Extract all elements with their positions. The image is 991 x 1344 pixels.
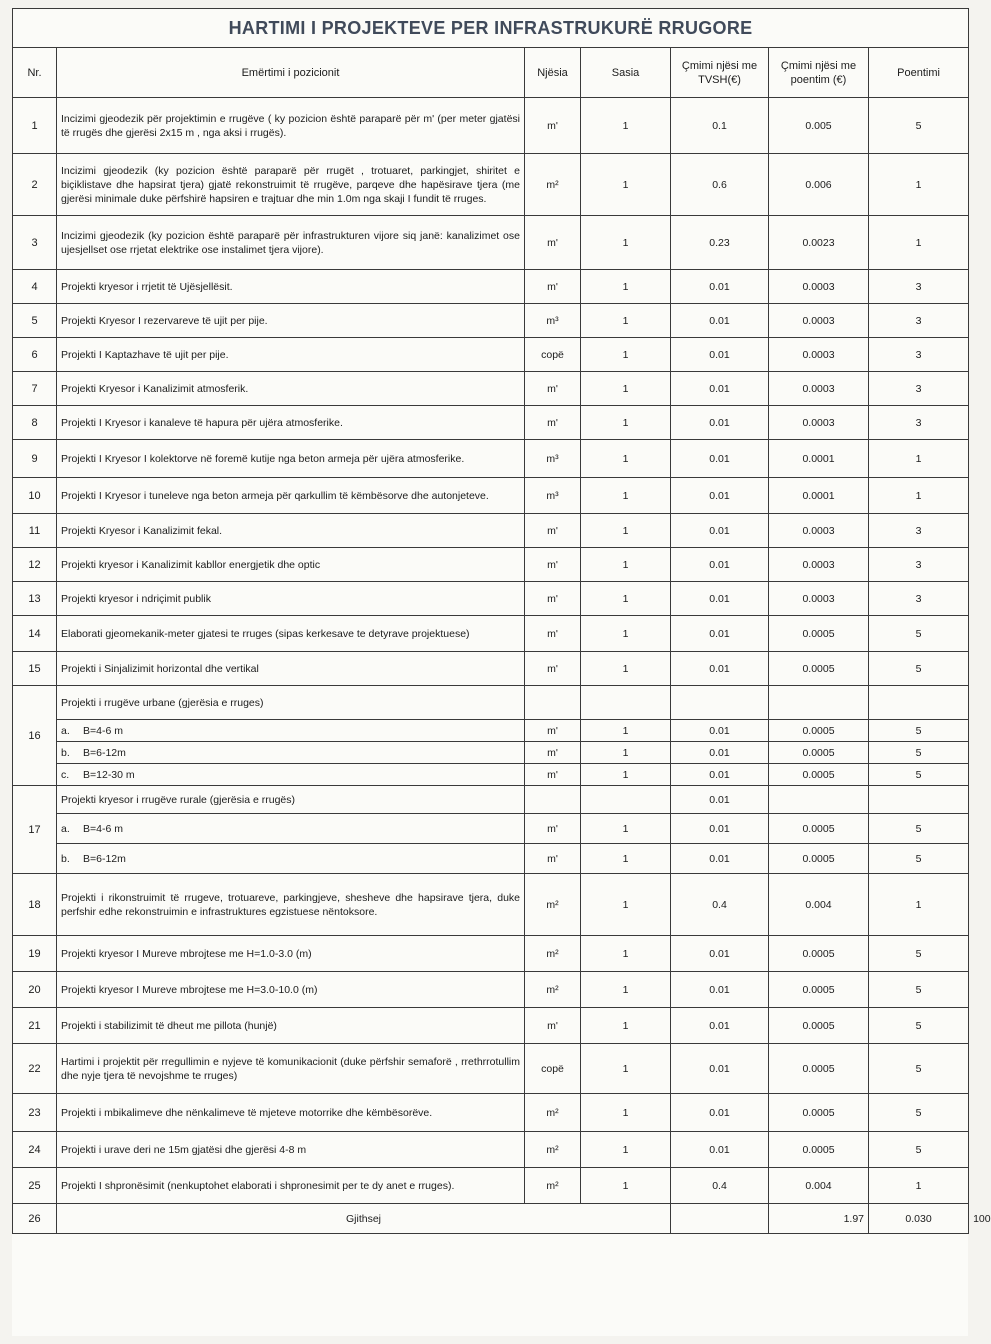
row-points: 1 bbox=[869, 478, 969, 514]
row-unit: m³ bbox=[525, 440, 581, 478]
sub-row bbox=[13, 742, 969, 764]
projects-table bbox=[12, 8, 991, 1234]
table-row bbox=[13, 548, 969, 582]
header-name: Emërtimi i pozicionit bbox=[57, 48, 525, 98]
row-unit: m' bbox=[525, 270, 581, 304]
sub-description bbox=[57, 764, 525, 786]
header-price: Çmimi njësi me TVSH(€) bbox=[671, 48, 769, 98]
row-points: 5 bbox=[869, 98, 969, 154]
row-quantity: 1 bbox=[581, 548, 671, 582]
row-price: 0.01 bbox=[671, 1008, 769, 1044]
table-row bbox=[13, 652, 969, 686]
row-quantity: 1 bbox=[581, 304, 671, 338]
row-price-points: 0.0005 bbox=[769, 1094, 869, 1132]
row-points: 3 bbox=[869, 406, 969, 440]
row-price: 0.01 bbox=[671, 814, 769, 844]
table-row bbox=[13, 786, 969, 814]
row-description: Projekti Kryesor I rezervareve të ujit per pije. bbox=[57, 304, 525, 338]
row-price-points: 0.0005 bbox=[769, 616, 869, 652]
row-quantity: 1 bbox=[581, 874, 671, 936]
row-points: 3 bbox=[869, 338, 969, 372]
row-price-points: 0.0001 bbox=[769, 440, 869, 478]
row-price: 0.01 bbox=[671, 972, 769, 1008]
sub-description bbox=[57, 844, 525, 874]
row-description: Projekti kryesor I Mureve mbrojtese me H=3.0-10.0 (m) bbox=[57, 972, 525, 1008]
header-unit: Njësia bbox=[525, 48, 581, 98]
row-quantity: 1 bbox=[581, 406, 671, 440]
row-points: 5 bbox=[869, 1094, 969, 1132]
row-points: 5 bbox=[869, 764, 969, 786]
header-nr: Nr. bbox=[13, 48, 57, 98]
table-row bbox=[13, 1008, 969, 1044]
row-points: 1 bbox=[869, 216, 969, 270]
row-number: 16 bbox=[13, 686, 57, 786]
row-price: 0.01 bbox=[671, 742, 769, 764]
row-description: Incizimi gjeodezik (ky pozicion është paraparë për rrugët , trotuaret, parkingjet, shiritet e biçiklistave dhe hapsirat tjera) gjatë rekonstruimit të rrugëve, parqeve dhe hapësirave tjera (me gjerësi minimale duke përfshirë hapsiren e trajtuar dhe min 1.0m nga skaji I fundit të rruges. bbox=[57, 154, 525, 216]
row-unit: m² bbox=[525, 1132, 581, 1168]
row-quantity: 1 bbox=[581, 936, 671, 972]
row-points: 3 bbox=[869, 548, 969, 582]
row-description: Projekti i mbikalimeve dhe nënkalimeve të mjeteve motorrike dhe këmbësorëve. bbox=[57, 1094, 525, 1132]
row-price: 0.01 bbox=[671, 1094, 769, 1132]
row-price-points: 0.0003 bbox=[769, 338, 869, 372]
row-unit: m² bbox=[525, 154, 581, 216]
sub-label: a. bbox=[61, 724, 70, 737]
row-quantity: 1 bbox=[581, 154, 671, 216]
row-quantity: 1 bbox=[581, 270, 671, 304]
row-price: 0.1 bbox=[671, 98, 769, 154]
row-points: 3 bbox=[869, 514, 969, 548]
row-description: Projekti Kryesor i Kanalizimit atmosferik. bbox=[57, 372, 525, 406]
row-price-points: 0.0005 bbox=[769, 652, 869, 686]
sub-label: b. bbox=[61, 746, 70, 759]
row-description: Projekti I Kaptazhave të ujit per pije. bbox=[57, 338, 525, 372]
row-price: 0.01 bbox=[671, 548, 769, 582]
table-row bbox=[13, 304, 969, 338]
row-number: 1 bbox=[13, 98, 57, 154]
document-sheet bbox=[12, 8, 991, 1336]
row-unit: m' bbox=[525, 514, 581, 548]
sub-row bbox=[13, 720, 969, 742]
row-quantity: 1 bbox=[581, 814, 671, 844]
total-spacer bbox=[671, 1204, 769, 1234]
row-price: 0.01 bbox=[671, 304, 769, 338]
row-price: 0.01 bbox=[671, 616, 769, 652]
row-unit: m' bbox=[525, 548, 581, 582]
row-price: 0.4 bbox=[671, 1168, 769, 1204]
table-row bbox=[13, 216, 969, 270]
table-row bbox=[13, 874, 969, 936]
row-price: 0.01 bbox=[671, 270, 769, 304]
row-quantity: 1 bbox=[581, 98, 671, 154]
table-row bbox=[13, 514, 969, 548]
row-number: 2 bbox=[13, 154, 57, 216]
row-points: 3 bbox=[869, 270, 969, 304]
row-price-points: 0.0001 bbox=[769, 478, 869, 514]
row-quantity: 1 bbox=[581, 972, 671, 1008]
group-heading: Projekti i rrugëve urbane (gjerësia e rruges) bbox=[57, 686, 525, 720]
sub-row bbox=[13, 844, 969, 874]
row-number: 8 bbox=[13, 406, 57, 440]
row-unit: m' bbox=[525, 652, 581, 686]
row-number: 9 bbox=[13, 440, 57, 478]
sub-row bbox=[13, 764, 969, 786]
row-points: 5 bbox=[869, 720, 969, 742]
row-price-points: 0.0005 bbox=[769, 764, 869, 786]
row-description: Incizimi gjeodezik për projektimin e rrugëve ( ky pozicion është paraparë për m' (per meter gjatësi të rrugës dhe gjerësi 2x15 m , nga aksi i rrugës). bbox=[57, 98, 525, 154]
row-price: 0.01 bbox=[671, 406, 769, 440]
row-price: 0.01 bbox=[671, 786, 769, 814]
row-unit: m' bbox=[525, 720, 581, 742]
row-price-points bbox=[769, 786, 869, 814]
row-price: 0.01 bbox=[671, 1044, 769, 1094]
row-description: Projekti kryesor I Mureve mbrojtese me H=1.0-3.0 (m) bbox=[57, 936, 525, 972]
row-price-points: 0.006 bbox=[769, 154, 869, 216]
row-points: 5 bbox=[869, 1132, 969, 1168]
row-number: 21 bbox=[13, 1008, 57, 1044]
row-number: 19 bbox=[13, 936, 57, 972]
row-description: Projekti I Kryesor I kolektorve në foremë kutije nga beton armeja për ujëra atmosferike. bbox=[57, 440, 525, 478]
row-price-points: 0.0005 bbox=[769, 844, 869, 874]
row-number: 6 bbox=[13, 338, 57, 372]
row-points: 5 bbox=[869, 844, 969, 874]
sub-description bbox=[57, 814, 525, 844]
row-price bbox=[671, 686, 769, 720]
row-unit: m' bbox=[525, 814, 581, 844]
row-quantity: 1 bbox=[581, 742, 671, 764]
row-price-points: 0.0023 bbox=[769, 216, 869, 270]
row-description: Projekti kryesor i ndriçimit publik bbox=[57, 582, 525, 616]
row-description: Projekti kryesor i rrjetit të Ujësjellësit. bbox=[57, 270, 525, 304]
row-unit: m' bbox=[525, 406, 581, 440]
row-unit: m² bbox=[525, 1094, 581, 1132]
row-points: 3 bbox=[869, 372, 969, 406]
row-unit: m³ bbox=[525, 304, 581, 338]
row-number: 12 bbox=[13, 548, 57, 582]
row-description: Incizimi gjeodezik (ky pozicion është paraparë për infrastrukturen vijore siq janë: kanalizimet ose ujesjellset ose rrjetat elektrike ose instalimet tjera vijore). bbox=[57, 216, 525, 270]
table-row bbox=[13, 406, 969, 440]
row-number: 11 bbox=[13, 514, 57, 548]
row-unit: m' bbox=[525, 1008, 581, 1044]
row-quantity: 1 bbox=[581, 582, 671, 616]
group-heading: Projekti kryesor i rrugëve rurale (gjerësia e rrugës) bbox=[57, 786, 525, 814]
row-points: 1 bbox=[869, 154, 969, 216]
row-number: 5 bbox=[13, 304, 57, 338]
row-number: 23 bbox=[13, 1094, 57, 1132]
table-row bbox=[13, 936, 969, 972]
row-quantity: 1 bbox=[581, 652, 671, 686]
table-row bbox=[13, 372, 969, 406]
table-row bbox=[13, 616, 969, 652]
row-points: 5 bbox=[869, 652, 969, 686]
row-quantity: 1 bbox=[581, 440, 671, 478]
table-row bbox=[13, 1168, 969, 1204]
row-unit: m² bbox=[525, 1168, 581, 1204]
total-price-points: 0.030 bbox=[869, 1204, 969, 1234]
row-quantity: 1 bbox=[581, 1044, 671, 1094]
table-row bbox=[13, 440, 969, 478]
sub-description bbox=[57, 742, 525, 764]
table-row bbox=[13, 338, 969, 372]
sub-label: b. bbox=[61, 852, 70, 865]
header-points: Poentimi bbox=[869, 48, 969, 98]
row-number: 15 bbox=[13, 652, 57, 686]
row-unit: m' bbox=[525, 764, 581, 786]
table-row bbox=[13, 1044, 969, 1094]
row-unit: m² bbox=[525, 972, 581, 1008]
row-points: 1 bbox=[869, 874, 969, 936]
table-row bbox=[13, 1094, 969, 1132]
row-price-points: 0.0003 bbox=[769, 406, 869, 440]
table-row bbox=[13, 972, 969, 1008]
row-quantity: 1 bbox=[581, 478, 671, 514]
row-quantity: 1 bbox=[581, 216, 671, 270]
row-points: 1 bbox=[869, 440, 969, 478]
row-description: Projekti i urave deri ne 15m gjatësi dhe gjerësi 4-8 m bbox=[57, 1132, 525, 1168]
row-price: 0.01 bbox=[671, 936, 769, 972]
row-price: 0.01 bbox=[671, 514, 769, 548]
row-price: 0.4 bbox=[671, 874, 769, 936]
row-unit: m' bbox=[525, 582, 581, 616]
row-quantity: 1 bbox=[581, 1094, 671, 1132]
row-price-points: 0.0003 bbox=[769, 304, 869, 338]
row-price-points: 0.004 bbox=[769, 874, 869, 936]
row-price-points: 0.0005 bbox=[769, 972, 869, 1008]
row-price-points: 0.0003 bbox=[769, 582, 869, 616]
row-quantity: 1 bbox=[581, 338, 671, 372]
row-quantity: 1 bbox=[581, 514, 671, 548]
row-quantity bbox=[581, 686, 671, 720]
sub-name: B=4-6 m bbox=[83, 724, 123, 737]
row-quantity: 1 bbox=[581, 1008, 671, 1044]
table-row bbox=[13, 478, 969, 514]
row-points bbox=[869, 786, 969, 814]
sub-label: a. bbox=[61, 822, 70, 835]
row-description: Elaborati gjeomekanik-meter gjatesi te rruges (sipas kerkesave te detyrave projektuese) bbox=[57, 616, 525, 652]
row-number: 7 bbox=[13, 372, 57, 406]
row-description: Projekti i rikonstruimit të rrugeve, trotuareve, parkingjeve, shesheve dhe hapsirave tjera, duke perfshir edhe rekonstruimin e infrastruktures egzistuese nëntoksore. bbox=[57, 874, 525, 936]
row-unit: copë bbox=[525, 1044, 581, 1094]
row-points: 5 bbox=[869, 616, 969, 652]
row-points: 5 bbox=[869, 972, 969, 1008]
sub-name: B=6-12m bbox=[83, 746, 126, 759]
row-unit: m' bbox=[525, 844, 581, 874]
row-unit bbox=[525, 786, 581, 814]
row-number: 17 bbox=[13, 786, 57, 874]
row-price-points: 0.0005 bbox=[769, 936, 869, 972]
row-unit bbox=[525, 686, 581, 720]
row-number: 25 bbox=[13, 1168, 57, 1204]
row-unit: m² bbox=[525, 874, 581, 936]
row-unit: m' bbox=[525, 98, 581, 154]
row-price-points: 0.004 bbox=[769, 1168, 869, 1204]
row-number: 10 bbox=[13, 478, 57, 514]
row-points: 3 bbox=[869, 582, 969, 616]
row-points: 5 bbox=[869, 814, 969, 844]
row-price-points: 0.0005 bbox=[769, 814, 869, 844]
row-price: 0.01 bbox=[671, 338, 769, 372]
sub-name: B=12-30 m bbox=[83, 768, 135, 781]
row-points: 1 bbox=[869, 1168, 969, 1204]
table-row bbox=[13, 270, 969, 304]
row-price-points: 0.0005 bbox=[769, 720, 869, 742]
row-description: Projekti I shpronësimit (nenkuptohet elaborati i shpronesimit per te dy anet e rruges). bbox=[57, 1168, 525, 1204]
row-description: Projekti i stabilizimit të dheut me pillota (hunjë) bbox=[57, 1008, 525, 1044]
row-price-points: 0.0003 bbox=[769, 372, 869, 406]
row-quantity: 1 bbox=[581, 1132, 671, 1168]
row-quantity: 1 bbox=[581, 372, 671, 406]
header-qty: Sasia bbox=[581, 48, 671, 98]
row-description: Projekti Kryesor i Kanalizimit fekal. bbox=[57, 514, 525, 548]
sub-row bbox=[13, 814, 969, 844]
row-price-points: 0.0005 bbox=[769, 1132, 869, 1168]
row-number: 18 bbox=[13, 874, 57, 936]
row-unit: m' bbox=[525, 216, 581, 270]
row-unit: m³ bbox=[525, 478, 581, 514]
row-price: 0.01 bbox=[671, 764, 769, 786]
row-unit: m' bbox=[525, 616, 581, 652]
row-description: Projekti I Kryesor i tuneleve nga beton armeja për qarkullim të këmbësorve dhe autonjeteve. bbox=[57, 478, 525, 514]
page-title: HARTIMI I PROJEKTEVE PER INFRASTRUKURË RRUGORE bbox=[13, 9, 969, 48]
row-number: 13 bbox=[13, 582, 57, 616]
row-price-points: 0.0003 bbox=[769, 270, 869, 304]
row-points: 5 bbox=[869, 1044, 969, 1094]
sub-description bbox=[57, 720, 525, 742]
row-quantity: 1 bbox=[581, 844, 671, 874]
table-row bbox=[13, 98, 969, 154]
sub-name: B=6-12m bbox=[83, 852, 126, 865]
row-points: 5 bbox=[869, 1008, 969, 1044]
row-price-points: 0.0005 bbox=[769, 1008, 869, 1044]
row-price: 0.6 bbox=[671, 154, 769, 216]
row-price-points: 0.005 bbox=[769, 98, 869, 154]
row-price: 0.01 bbox=[671, 720, 769, 742]
row-price-points: 0.0005 bbox=[769, 1044, 869, 1094]
table-row bbox=[13, 686, 969, 720]
row-price: 0.01 bbox=[671, 1132, 769, 1168]
total-row: 26 Gjithsej 1.97 0.030 100 bbox=[13, 1204, 969, 1234]
row-price-points: 0.0003 bbox=[769, 548, 869, 582]
row-points bbox=[869, 686, 969, 720]
row-price: 0.23 bbox=[671, 216, 769, 270]
row-price-points: 0.0005 bbox=[769, 742, 869, 764]
row-number: 22 bbox=[13, 1044, 57, 1094]
row-number: 3 bbox=[13, 216, 57, 270]
row-description: Projekti I Kryesor i kanaleve të hapura për ujëra atmosferike. bbox=[57, 406, 525, 440]
row-price: 0.01 bbox=[671, 372, 769, 406]
title-row bbox=[13, 9, 969, 48]
table-row bbox=[13, 1132, 969, 1168]
row-number: 4 bbox=[13, 270, 57, 304]
row-unit: m² bbox=[525, 936, 581, 972]
row-quantity bbox=[581, 786, 671, 814]
row-number: 26 bbox=[13, 1204, 57, 1234]
total-price: 1.97 bbox=[769, 1204, 869, 1234]
table-row bbox=[13, 582, 969, 616]
row-unit: m' bbox=[525, 742, 581, 764]
row-number: 24 bbox=[13, 1132, 57, 1168]
header-row bbox=[13, 48, 969, 98]
row-description: Projekti kryesor i Kanalizimit kabllor energjetik dhe optic bbox=[57, 548, 525, 582]
row-price: 0.01 bbox=[671, 478, 769, 514]
row-quantity: 1 bbox=[581, 616, 671, 652]
row-quantity: 1 bbox=[581, 764, 671, 786]
row-price: 0.01 bbox=[671, 844, 769, 874]
total-label: Gjithsej bbox=[57, 1204, 671, 1234]
row-quantity: 1 bbox=[581, 720, 671, 742]
row-price-points: 0.0003 bbox=[769, 514, 869, 548]
row-points: 5 bbox=[869, 936, 969, 972]
row-number: 20 bbox=[13, 972, 57, 1008]
header-price-points: Çmimi njësi me poentim (€) bbox=[769, 48, 869, 98]
row-price: 0.01 bbox=[671, 440, 769, 478]
table-row bbox=[13, 154, 969, 216]
row-price-points bbox=[769, 686, 869, 720]
row-quantity: 1 bbox=[581, 1168, 671, 1204]
row-unit: copë bbox=[525, 338, 581, 372]
row-description: Hartimi i projektit për rregullimin e nyjeve të komunikacionit (duke përfshir semaforë , rrethrrotullim dhe nyje tjera të nevojshme te rruges) bbox=[57, 1044, 525, 1094]
row-points: 3 bbox=[869, 304, 969, 338]
row-description: Projekti i Sinjalizimit horizontal dhe vertikal bbox=[57, 652, 525, 686]
row-price: 0.01 bbox=[671, 582, 769, 616]
row-number: 14 bbox=[13, 616, 57, 652]
sub-name: B=4-6 m bbox=[83, 822, 123, 835]
row-points: 5 bbox=[869, 742, 969, 764]
sub-label: c. bbox=[61, 768, 70, 781]
row-unit: m' bbox=[525, 372, 581, 406]
row-price: 0.01 bbox=[671, 652, 769, 686]
